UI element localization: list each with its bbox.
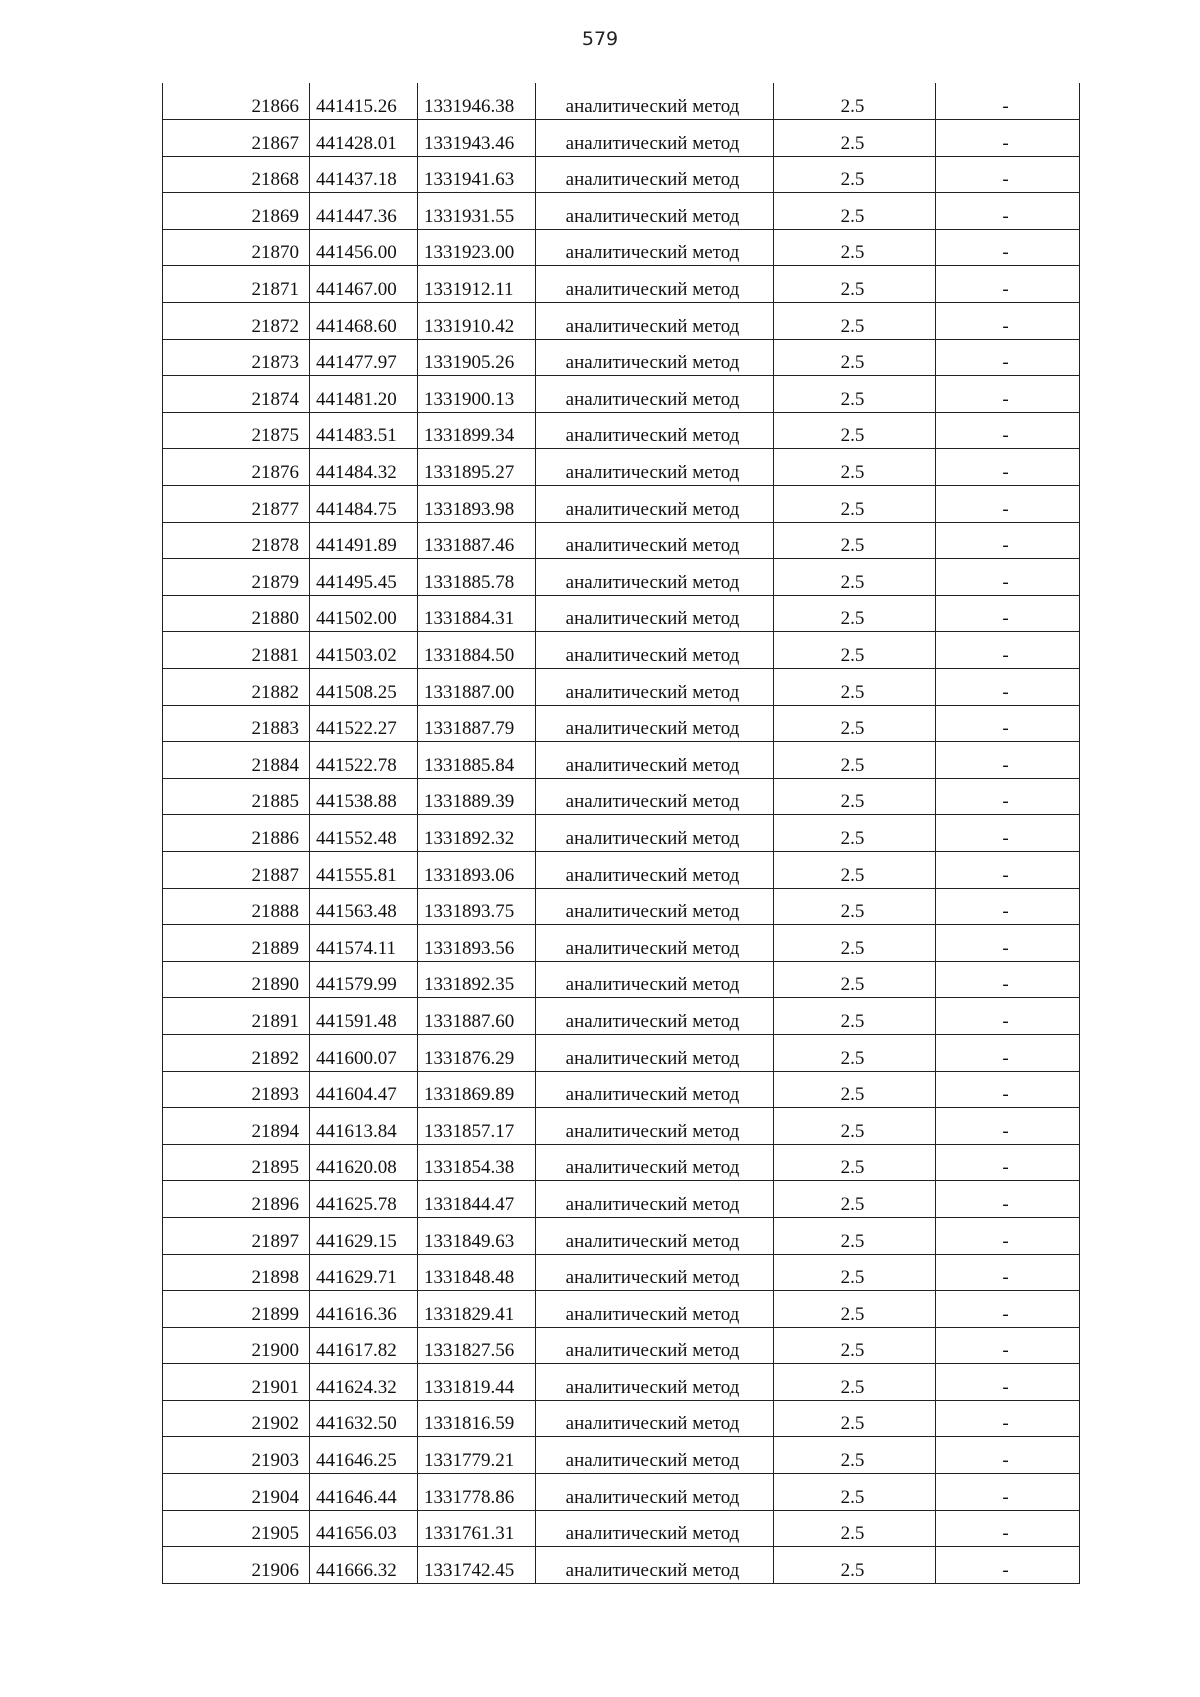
method-cell: аналитический метод <box>536 412 774 449</box>
table-row <box>163 1474 1080 1511</box>
point-number-cell: 21880 <box>163 595 310 632</box>
table-row <box>163 851 1080 888</box>
method-cell: аналитический метод <box>536 632 774 669</box>
y-coordinate-cell: 1331869.89 <box>418 1071 536 1108</box>
method-cell: аналитический метод <box>536 925 774 962</box>
accuracy-cell: 2.5 <box>774 632 936 669</box>
table-row <box>163 1254 1080 1291</box>
note-cell: - <box>936 998 1080 1035</box>
accuracy-cell: 2.5 <box>774 1217 936 1254</box>
note-cell: - <box>936 632 1080 669</box>
accuracy-cell: 2.5 <box>774 522 936 559</box>
point-number-cell: 21889 <box>163 925 310 962</box>
x-coordinate-cell: 441552.48 <box>310 815 418 852</box>
y-coordinate-cell: 1331849.63 <box>418 1217 536 1254</box>
y-coordinate-cell: 1331892.35 <box>418 961 536 998</box>
x-coordinate-cell: 441428.01 <box>310 120 418 157</box>
note-cell: - <box>936 376 1080 413</box>
x-coordinate-cell: 441616.36 <box>310 1291 418 1328</box>
point-number-cell: 21879 <box>163 559 310 596</box>
y-coordinate-cell: 1331885.78 <box>418 559 536 596</box>
table-row <box>163 1144 1080 1181</box>
point-number-cell: 21887 <box>163 851 310 888</box>
y-coordinate-cell: 1331889.39 <box>418 778 536 815</box>
method-cell: аналитический метод <box>536 851 774 888</box>
table-row <box>163 1437 1080 1474</box>
x-coordinate-cell: 441646.44 <box>310 1474 418 1511</box>
table-row <box>163 266 1080 303</box>
accuracy-cell: 2.5 <box>774 376 936 413</box>
x-coordinate-cell: 441538.88 <box>310 778 418 815</box>
note-cell: - <box>936 1364 1080 1401</box>
table-row <box>163 83 1080 120</box>
note-cell: - <box>936 1034 1080 1071</box>
accuracy-cell: 2.5 <box>774 742 936 779</box>
y-coordinate-cell: 1331895.27 <box>418 449 536 486</box>
x-coordinate-cell: 441624.32 <box>310 1364 418 1401</box>
x-coordinate-cell: 441522.78 <box>310 742 418 779</box>
method-cell: аналитический метод <box>536 486 774 523</box>
accuracy-cell: 2.5 <box>774 120 936 157</box>
y-coordinate-cell: 1331779.21 <box>418 1437 536 1474</box>
accuracy-cell: 2.5 <box>774 229 936 266</box>
accuracy-cell: 2.5 <box>774 778 936 815</box>
x-coordinate-cell: 441415.26 <box>310 83 418 120</box>
table-row <box>163 998 1080 1035</box>
note-cell: - <box>936 83 1080 120</box>
note-cell: - <box>936 156 1080 193</box>
x-coordinate-cell: 441555.81 <box>310 851 418 888</box>
method-cell: аналитический метод <box>536 156 774 193</box>
table-row <box>163 376 1080 413</box>
note-cell: - <box>936 486 1080 523</box>
point-number-cell: 21866 <box>163 83 310 120</box>
table-row <box>163 1510 1080 1547</box>
table-row <box>163 1364 1080 1401</box>
x-coordinate-cell: 441600.07 <box>310 1034 418 1071</box>
table-row <box>163 595 1080 632</box>
point-number-cell: 21906 <box>163 1547 310 1584</box>
method-cell: аналитический метод <box>536 1108 774 1145</box>
note-cell: - <box>936 559 1080 596</box>
x-coordinate-cell: 441563.48 <box>310 888 418 925</box>
y-coordinate-cell: 1331923.00 <box>418 229 536 266</box>
accuracy-cell: 2.5 <box>774 449 936 486</box>
table-row <box>163 925 1080 962</box>
x-coordinate-cell: 441646.25 <box>310 1437 418 1474</box>
coordinates-table <box>162 83 1080 1584</box>
note-cell: - <box>936 1108 1080 1145</box>
accuracy-cell: 2.5 <box>774 1327 936 1364</box>
table-row <box>163 412 1080 449</box>
point-number-cell: 21905 <box>163 1510 310 1547</box>
table-row <box>163 303 1080 340</box>
note-cell: - <box>936 1217 1080 1254</box>
y-coordinate-cell: 1331893.98 <box>418 486 536 523</box>
x-coordinate-cell: 441484.32 <box>310 449 418 486</box>
point-number-cell: 21885 <box>163 778 310 815</box>
point-number-cell: 21881 <box>163 632 310 669</box>
method-cell: аналитический метод <box>536 595 774 632</box>
accuracy-cell: 2.5 <box>774 303 936 340</box>
note-cell: - <box>936 1327 1080 1364</box>
note-cell: - <box>936 449 1080 486</box>
method-cell: аналитический метод <box>536 339 774 376</box>
note-cell: - <box>936 1071 1080 1108</box>
note-cell: - <box>936 1474 1080 1511</box>
accuracy-cell: 2.5 <box>774 888 936 925</box>
accuracy-cell: 2.5 <box>774 851 936 888</box>
y-coordinate-cell: 1331885.84 <box>418 742 536 779</box>
method-cell: аналитический метод <box>536 1400 774 1437</box>
point-number-cell: 21871 <box>163 266 310 303</box>
note-cell: - <box>936 266 1080 303</box>
method-cell: аналитический метод <box>536 1364 774 1401</box>
accuracy-cell: 2.5 <box>774 193 936 230</box>
method-cell: аналитический метод <box>536 449 774 486</box>
point-number-cell: 21886 <box>163 815 310 852</box>
x-coordinate-cell: 441629.71 <box>310 1254 418 1291</box>
method-cell: аналитический метод <box>536 1327 774 1364</box>
y-coordinate-cell: 1331761.31 <box>418 1510 536 1547</box>
table-row <box>163 961 1080 998</box>
method-cell: аналитический метод <box>536 742 774 779</box>
x-coordinate-cell: 441437.18 <box>310 156 418 193</box>
accuracy-cell: 2.5 <box>774 266 936 303</box>
y-coordinate-cell: 1331900.13 <box>418 376 536 413</box>
point-number-cell: 21891 <box>163 998 310 1035</box>
table-row <box>163 669 1080 706</box>
point-number-cell: 21872 <box>163 303 310 340</box>
accuracy-cell: 2.5 <box>774 1400 936 1437</box>
x-coordinate-cell: 441484.75 <box>310 486 418 523</box>
y-coordinate-cell: 1331892.32 <box>418 815 536 852</box>
point-number-cell: 21900 <box>163 1327 310 1364</box>
method-cell: аналитический метод <box>536 522 774 559</box>
point-number-cell: 21901 <box>163 1364 310 1401</box>
note-cell: - <box>936 1254 1080 1291</box>
x-coordinate-cell: 441522.27 <box>310 705 418 742</box>
method-cell: аналитический метод <box>536 1254 774 1291</box>
note-cell: - <box>936 1547 1080 1584</box>
point-number-cell: 21874 <box>163 376 310 413</box>
point-number-cell: 21904 <box>163 1474 310 1511</box>
y-coordinate-cell: 1331844.47 <box>418 1181 536 1218</box>
y-coordinate-cell: 1331829.41 <box>418 1291 536 1328</box>
y-coordinate-cell: 1331778.86 <box>418 1474 536 1511</box>
point-number-cell: 21876 <box>163 449 310 486</box>
table-row <box>163 1108 1080 1145</box>
x-coordinate-cell: 441604.47 <box>310 1071 418 1108</box>
table-row <box>163 1327 1080 1364</box>
accuracy-cell: 2.5 <box>774 1547 936 1584</box>
accuracy-cell: 2.5 <box>774 1181 936 1218</box>
x-coordinate-cell: 441508.25 <box>310 669 418 706</box>
x-coordinate-cell: 441629.15 <box>310 1217 418 1254</box>
note-cell: - <box>936 778 1080 815</box>
x-coordinate-cell: 441625.78 <box>310 1181 418 1218</box>
table-row <box>163 1291 1080 1328</box>
y-coordinate-cell: 1331857.17 <box>418 1108 536 1145</box>
x-coordinate-cell: 441579.99 <box>310 961 418 998</box>
page-number: 579 <box>581 28 619 50</box>
y-coordinate-cell: 1331816.59 <box>418 1400 536 1437</box>
y-coordinate-cell: 1331848.48 <box>418 1254 536 1291</box>
note-cell: - <box>936 1144 1080 1181</box>
point-number-cell: 21878 <box>163 522 310 559</box>
y-coordinate-cell: 1331887.60 <box>418 998 536 1035</box>
point-number-cell: 21903 <box>163 1437 310 1474</box>
point-number-cell: 21902 <box>163 1400 310 1437</box>
note-cell: - <box>936 522 1080 559</box>
point-number-cell: 21892 <box>163 1034 310 1071</box>
y-coordinate-cell: 1331905.26 <box>418 339 536 376</box>
method-cell: аналитический метод <box>536 888 774 925</box>
method-cell: аналитический метод <box>536 1291 774 1328</box>
x-coordinate-cell: 441503.02 <box>310 632 418 669</box>
table-row <box>163 559 1080 596</box>
method-cell: аналитический метод <box>536 961 774 998</box>
table-row <box>163 486 1080 523</box>
method-cell: аналитический метод <box>536 120 774 157</box>
point-number-cell: 21896 <box>163 1181 310 1218</box>
table-row <box>163 888 1080 925</box>
point-number-cell: 21890 <box>163 961 310 998</box>
method-cell: аналитический метод <box>536 1144 774 1181</box>
note-cell: - <box>936 193 1080 230</box>
accuracy-cell: 2.5 <box>774 998 936 1035</box>
y-coordinate-cell: 1331876.29 <box>418 1034 536 1071</box>
y-coordinate-cell: 1331946.38 <box>418 83 536 120</box>
note-cell: - <box>936 925 1080 962</box>
y-coordinate-cell: 1331931.55 <box>418 193 536 230</box>
point-number-cell: 21875 <box>163 412 310 449</box>
x-coordinate-cell: 441666.32 <box>310 1547 418 1584</box>
accuracy-cell: 2.5 <box>774 559 936 596</box>
accuracy-cell: 2.5 <box>774 925 936 962</box>
table-row <box>163 632 1080 669</box>
x-coordinate-cell: 441456.00 <box>310 229 418 266</box>
y-coordinate-cell: 1331912.11 <box>418 266 536 303</box>
method-cell: аналитический метод <box>536 83 774 120</box>
method-cell: аналитический метод <box>536 559 774 596</box>
point-number-cell: 21882 <box>163 669 310 706</box>
accuracy-cell: 2.5 <box>774 486 936 523</box>
x-coordinate-cell: 441481.20 <box>310 376 418 413</box>
table-row <box>163 156 1080 193</box>
method-cell: аналитический метод <box>536 303 774 340</box>
point-number-cell: 21868 <box>163 156 310 193</box>
table-row <box>163 229 1080 266</box>
accuracy-cell: 2.5 <box>774 961 936 998</box>
method-cell: аналитический метод <box>536 193 774 230</box>
y-coordinate-cell: 1331941.63 <box>418 156 536 193</box>
table-row <box>163 1547 1080 1584</box>
table-row <box>163 449 1080 486</box>
y-coordinate-cell: 1331884.50 <box>418 632 536 669</box>
method-cell: аналитический метод <box>536 1547 774 1584</box>
table-row <box>163 742 1080 779</box>
point-number-cell: 21884 <box>163 742 310 779</box>
x-coordinate-cell: 441617.82 <box>310 1327 418 1364</box>
y-coordinate-cell: 1331827.56 <box>418 1327 536 1364</box>
point-number-cell: 21867 <box>163 120 310 157</box>
accuracy-cell: 2.5 <box>774 1437 936 1474</box>
accuracy-cell: 2.5 <box>774 1364 936 1401</box>
method-cell: аналитический метод <box>536 229 774 266</box>
accuracy-cell: 2.5 <box>774 1034 936 1071</box>
method-cell: аналитический метод <box>536 1474 774 1511</box>
accuracy-cell: 2.5 <box>774 705 936 742</box>
y-coordinate-cell: 1331943.46 <box>418 120 536 157</box>
table-row <box>163 778 1080 815</box>
note-cell: - <box>936 229 1080 266</box>
x-coordinate-cell: 441502.00 <box>310 595 418 632</box>
accuracy-cell: 2.5 <box>774 1071 936 1108</box>
table-row <box>163 522 1080 559</box>
note-cell: - <box>936 851 1080 888</box>
accuracy-cell: 2.5 <box>774 412 936 449</box>
point-number-cell: 21899 <box>163 1291 310 1328</box>
y-coordinate-cell: 1331887.46 <box>418 522 536 559</box>
accuracy-cell: 2.5 <box>774 815 936 852</box>
y-coordinate-cell: 1331854.38 <box>418 1144 536 1181</box>
table-row <box>163 815 1080 852</box>
accuracy-cell: 2.5 <box>774 1144 936 1181</box>
x-coordinate-cell: 441574.11 <box>310 925 418 962</box>
y-coordinate-cell: 1331910.42 <box>418 303 536 340</box>
y-coordinate-cell: 1331887.79 <box>418 705 536 742</box>
x-coordinate-cell: 441468.60 <box>310 303 418 340</box>
x-coordinate-cell: 441447.36 <box>310 193 418 230</box>
accuracy-cell: 2.5 <box>774 669 936 706</box>
point-number-cell: 21877 <box>163 486 310 523</box>
y-coordinate-cell: 1331893.06 <box>418 851 536 888</box>
method-cell: аналитический метод <box>536 1071 774 1108</box>
note-cell: - <box>936 1181 1080 1218</box>
point-number-cell: 21869 <box>163 193 310 230</box>
point-number-cell: 21870 <box>163 229 310 266</box>
y-coordinate-cell: 1331884.31 <box>418 595 536 632</box>
accuracy-cell: 2.5 <box>774 1108 936 1145</box>
y-coordinate-cell: 1331893.75 <box>418 888 536 925</box>
x-coordinate-cell: 441483.51 <box>310 412 418 449</box>
accuracy-cell: 2.5 <box>774 1510 936 1547</box>
note-cell: - <box>936 742 1080 779</box>
method-cell: аналитический метод <box>536 1034 774 1071</box>
table-row <box>163 1181 1080 1218</box>
accuracy-cell: 2.5 <box>774 83 936 120</box>
table-row <box>163 193 1080 230</box>
y-coordinate-cell: 1331887.00 <box>418 669 536 706</box>
accuracy-cell: 2.5 <box>774 1291 936 1328</box>
note-cell: - <box>936 1291 1080 1328</box>
note-cell: - <box>936 412 1080 449</box>
point-number-cell: 21898 <box>163 1254 310 1291</box>
method-cell: аналитический метод <box>536 669 774 706</box>
note-cell: - <box>936 669 1080 706</box>
x-coordinate-cell: 441591.48 <box>310 998 418 1035</box>
x-coordinate-cell: 441477.97 <box>310 339 418 376</box>
y-coordinate-cell: 1331742.45 <box>418 1547 536 1584</box>
note-cell: - <box>936 339 1080 376</box>
method-cell: аналитический метод <box>536 1217 774 1254</box>
method-cell: аналитический метод <box>536 705 774 742</box>
table-row <box>163 705 1080 742</box>
point-number-cell: 21894 <box>163 1108 310 1145</box>
x-coordinate-cell: 441656.03 <box>310 1510 418 1547</box>
note-cell: - <box>936 815 1080 852</box>
y-coordinate-cell: 1331899.34 <box>418 412 536 449</box>
method-cell: аналитический метод <box>536 778 774 815</box>
note-cell: - <box>936 303 1080 340</box>
note-cell: - <box>936 120 1080 157</box>
accuracy-cell: 2.5 <box>774 156 936 193</box>
note-cell: - <box>936 705 1080 742</box>
point-number-cell: 21897 <box>163 1217 310 1254</box>
method-cell: аналитический метод <box>536 376 774 413</box>
table-row <box>163 120 1080 157</box>
accuracy-cell: 2.5 <box>774 339 936 376</box>
table-row <box>163 1071 1080 1108</box>
x-coordinate-cell: 441632.50 <box>310 1400 418 1437</box>
y-coordinate-cell: 1331893.56 <box>418 925 536 962</box>
table-row <box>163 339 1080 376</box>
table-row <box>163 1217 1080 1254</box>
x-coordinate-cell: 441467.00 <box>310 266 418 303</box>
method-cell: аналитический метод <box>536 1181 774 1218</box>
point-number-cell: 21873 <box>163 339 310 376</box>
x-coordinate-cell: 441495.45 <box>310 559 418 596</box>
table-row <box>163 1034 1080 1071</box>
method-cell: аналитический метод <box>536 266 774 303</box>
coordinates-table-body <box>163 83 1080 1583</box>
method-cell: аналитический метод <box>536 1437 774 1474</box>
point-number-cell: 21893 <box>163 1071 310 1108</box>
method-cell: аналитический метод <box>536 815 774 852</box>
note-cell: - <box>936 961 1080 998</box>
accuracy-cell: 2.5 <box>774 1474 936 1511</box>
accuracy-cell: 2.5 <box>774 595 936 632</box>
note-cell: - <box>936 1510 1080 1547</box>
note-cell: - <box>936 888 1080 925</box>
note-cell: - <box>936 595 1080 632</box>
note-cell: - <box>936 1400 1080 1437</box>
x-coordinate-cell: 441491.89 <box>310 522 418 559</box>
method-cell: аналитический метод <box>536 998 774 1035</box>
y-coordinate-cell: 1331819.44 <box>418 1364 536 1401</box>
method-cell: аналитический метод <box>536 1510 774 1547</box>
x-coordinate-cell: 441620.08 <box>310 1144 418 1181</box>
note-cell: - <box>936 1437 1080 1474</box>
x-coordinate-cell: 441613.84 <box>310 1108 418 1145</box>
point-number-cell: 21883 <box>163 705 310 742</box>
table-row <box>163 1400 1080 1437</box>
point-number-cell: 21888 <box>163 888 310 925</box>
accuracy-cell: 2.5 <box>774 1254 936 1291</box>
point-number-cell: 21895 <box>163 1144 310 1181</box>
